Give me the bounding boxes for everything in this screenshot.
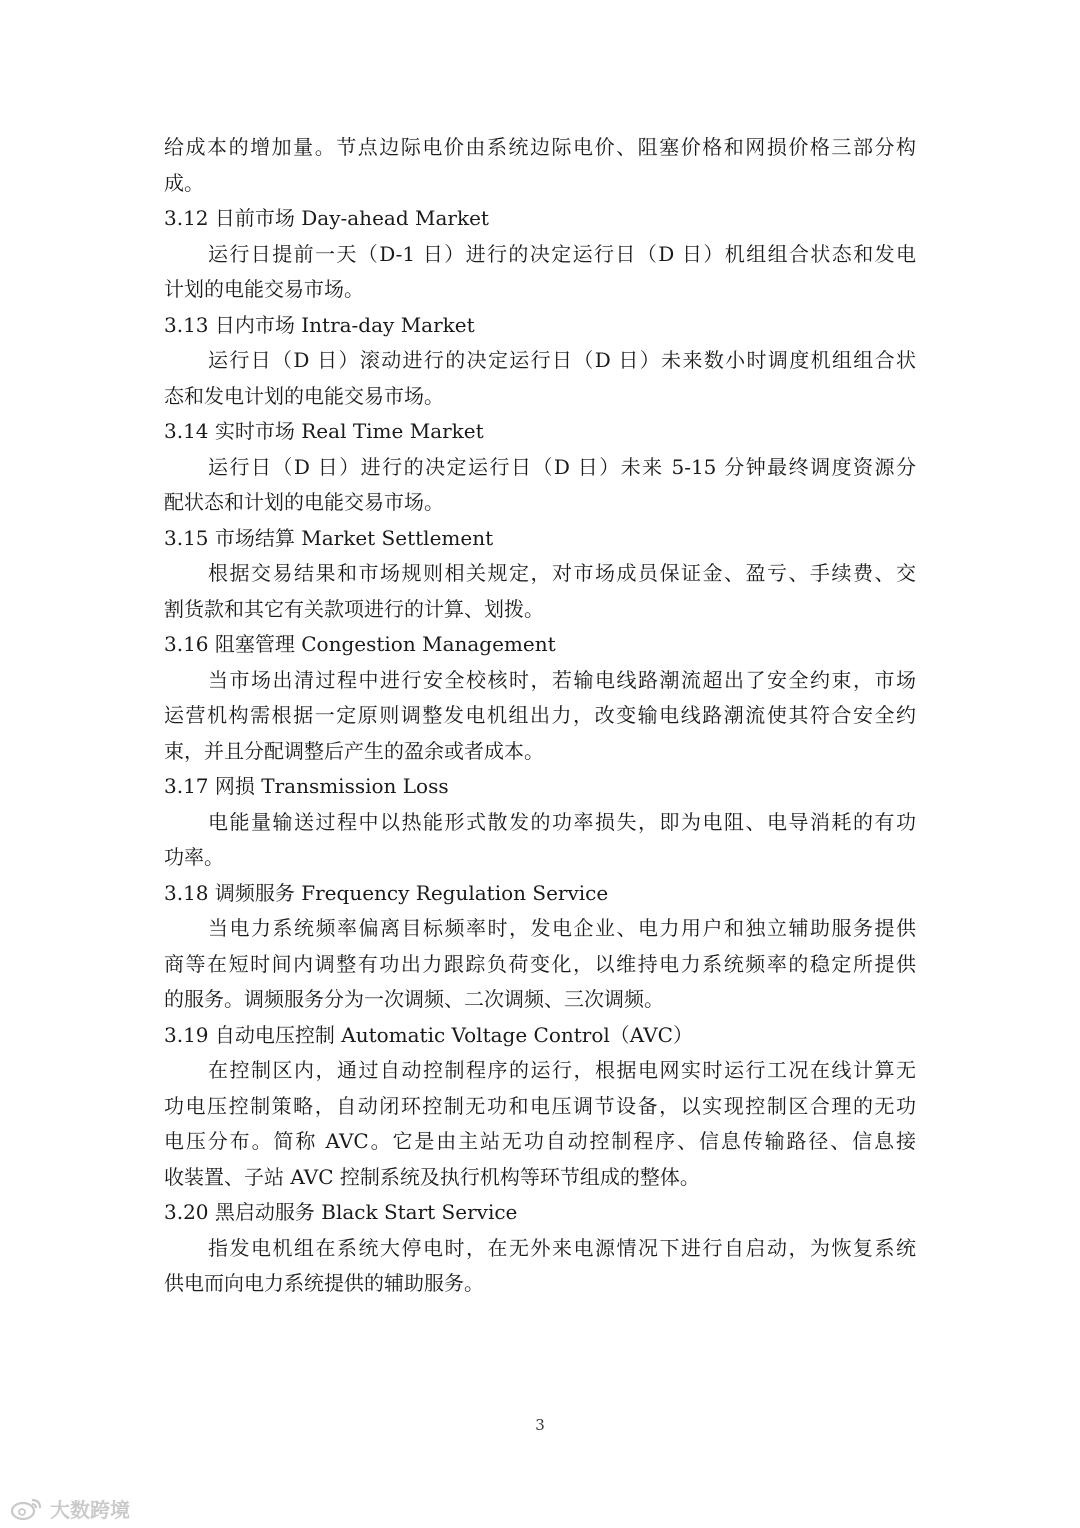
text-line: 电能量输送过程中以热能形式散发的功率损失，即为电阻、电导消耗的有功 (208, 809, 916, 834)
section-heading: 3.14 实时市场 Real Time Market (164, 419, 484, 443)
text-line: 成。 (164, 170, 204, 195)
text-line: 商等在短时间内调整有功出力跟踪负荷变化，以维持电力系统频率的稳定所提供 (164, 951, 916, 976)
section-heading: 3.17 网损 Transmission Loss (164, 774, 449, 798)
text-line: 功率。 (164, 845, 224, 869)
text-line: 配状态和计划的电能交易市场。 (164, 490, 444, 514)
text-line: 给成本的增加量。节点边际电价由系统边际电价、阻塞价格和网损价格三部分构 (164, 135, 916, 159)
text-line: 运行日（D 日）滚动进行的决定运行日（D 日）未来数小时调度机组组合状 (208, 348, 916, 372)
text-line: 束，并且分配调整后产生的盈余或者成本。 (164, 738, 544, 763)
text-line: 运行日提前一天（D-1 日）进行的决定运行日（D 日）机组组合状态和发电 (208, 241, 916, 266)
document-body (164, 130, 916, 1302)
section-heading: 3.20 黑启动服务 Black Start Service (164, 1200, 518, 1224)
text-line: 态和发电计划的电能交易市场。 (164, 383, 444, 408)
text-line: 电压分布。简称 AVC。它是由主站无功自动控制程序、信息传输路径、信息接 (164, 1129, 916, 1153)
weibo-logo-icon (10, 1496, 44, 1522)
text-line: 运营机构需根据一定原则调整发电机组出力，改变输电线路潮流使其符合安全约 (164, 703, 916, 727)
text-line: 收装置、子站 AVC 控制系统及执行机构等环节组成的整体。 (164, 1164, 700, 1189)
section-heading: 3.13 日内市场 Intra-day Market (164, 312, 475, 337)
text-line: 当电力系统频率偏离目标频率时，发电企业、电力用户和独立辅助服务提供 (208, 916, 916, 940)
section-heading: 3.19 自动电压控制 Automatic Voltage Control（AVC） (164, 1022, 693, 1047)
text-line: 指发电机组在系统大停电时，在无外来电源情况下进行自启动，为恢复系统 (208, 1235, 916, 1260)
text-line: 运行日（D 日）进行的决定运行日（D 日）未来 5-15 分钟最终调度资源分 (208, 454, 916, 479)
page-number: 3 (535, 1416, 545, 1434)
text-line: 计划的电能交易市场。 (164, 277, 364, 301)
section-heading: 3.18 调频服务 Frequency Regulation Service (164, 880, 609, 905)
text-line: 的服务。调频服务分为一次调频、二次调频、三次调频。 (164, 987, 664, 1011)
text-line: 根据交易结果和市场规则相关规定，对市场成员保证金、盈亏、手续费、交 (208, 561, 916, 585)
section-heading: 3.15 市场结算 Market Settlement (164, 525, 494, 550)
text-line: 功电压控制策略，自动闭环控制无功和电压调节设备，以实现控制区合理的无功 (164, 1093, 916, 1118)
text-line: 供电而向电力系统提供的辅助服务。 (164, 1271, 484, 1295)
text-line: 割货款和其它有关款项进行的计算、划拨。 (164, 596, 544, 621)
watermark (10, 1494, 130, 1523)
section-heading: 3.16 阻塞管理 Congestion Management (164, 632, 556, 656)
section-heading: 3.12 日前市场 Day-ahead Market (164, 206, 489, 230)
text-line: 当市场出清过程中进行安全校核时，若输电线路潮流超出了安全约束，市场 (208, 667, 916, 692)
watermark-text: 大数跨境 (50, 1498, 130, 1522)
text-line: 在控制区内，通过自动控制程序的运行，根据电网实时运行工况在线计算无 (208, 1058, 916, 1082)
